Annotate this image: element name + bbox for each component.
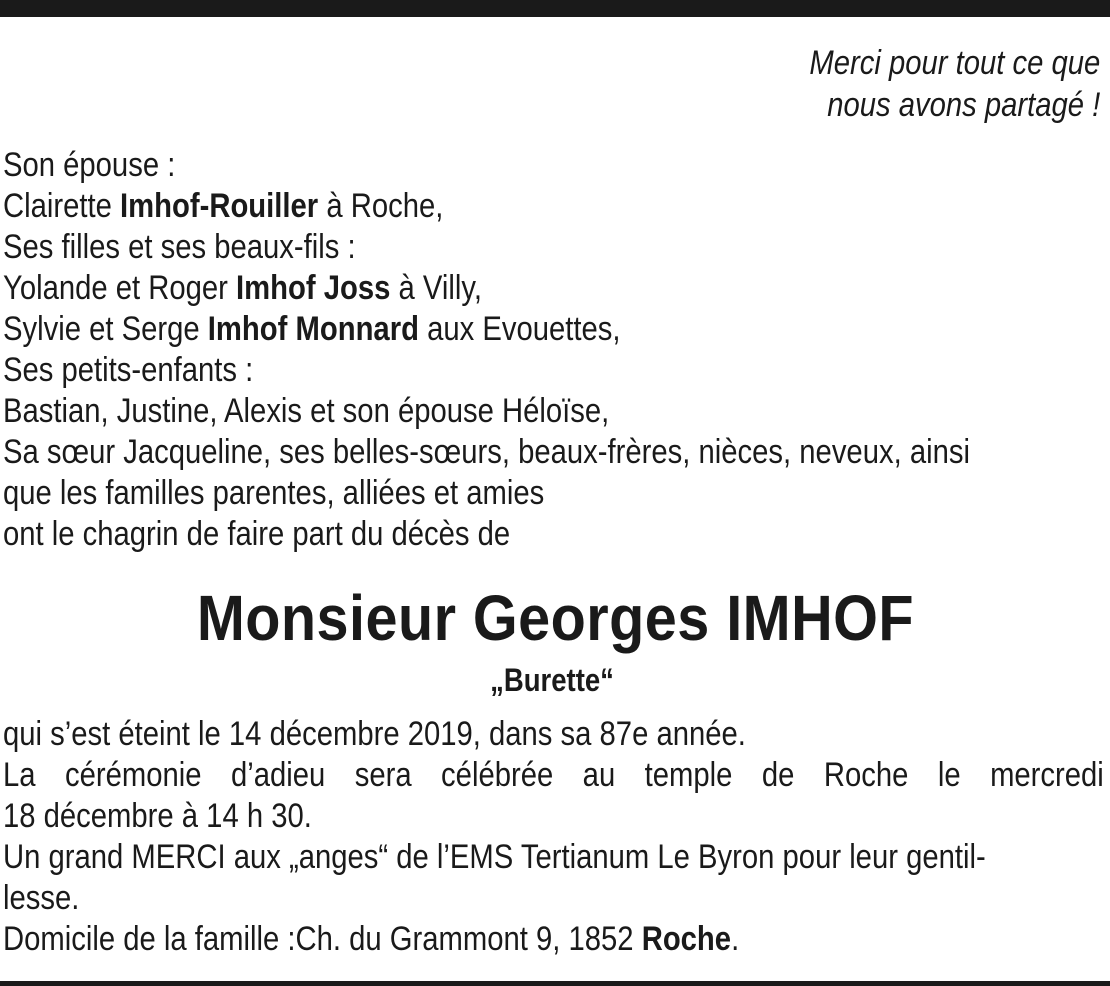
daughter-2-line bbox=[3, 309, 1095, 350]
grandchildren-heading: Ses petits-enfants : bbox=[3, 351, 254, 389]
opening-quote bbox=[809, 42, 1100, 126]
spouse-heading: Son épouse : bbox=[3, 146, 176, 184]
quote-line-2: nous avons partagé ! bbox=[826, 86, 1100, 124]
relatives-line-1: Sa sœur Jacqueline, ses belles-sœurs, beaux-frères, nièces, neveux, ainsi bbox=[3, 433, 970, 471]
family-list bbox=[3, 145, 1095, 555]
daughter-1-surname: Imhof Joss bbox=[236, 269, 391, 307]
daughter-1-place: à Villy, bbox=[398, 269, 482, 307]
ceremony-line-2: 18 décembre à 14 h 30. bbox=[3, 797, 312, 835]
daughter-2-first-names: Sylvie et Serge bbox=[3, 310, 200, 348]
announcement-line: ont le chagrin de faire part du décès de bbox=[3, 515, 511, 553]
grandchildren-names: Bastian, Justine, Alexis et son épouse Héloïse, bbox=[3, 392, 610, 430]
spouse-place: à Roche, bbox=[326, 187, 444, 225]
daughter-2-place: aux Evouettes, bbox=[427, 310, 621, 348]
domicile-town: Roche bbox=[641, 920, 732, 958]
thanks-line-1: Un grand MERCI aux „anges“ de l’EMS Tertianum Le Byron pour leur gentil- bbox=[3, 838, 986, 876]
domicile-address: Domicile de la famille :Ch. du Grammont 9, 1852 bbox=[3, 920, 634, 958]
spouse-first-name: Clairette bbox=[3, 187, 112, 225]
deceased-nickname-container bbox=[0, 660, 1104, 700]
domicile-line bbox=[3, 919, 1104, 960]
relatives-line-2: que les familles parentes, alliées et amies bbox=[3, 474, 545, 512]
spouse-surname: Imhof-Rouiller bbox=[120, 187, 319, 225]
daughters-heading: Ses filles et ses beaux-fils : bbox=[3, 228, 356, 266]
deceased-nickname: „Burette“ bbox=[490, 662, 614, 698]
daughter-1-line bbox=[3, 268, 1095, 309]
thanks-line-2: lesse. bbox=[3, 879, 80, 917]
spouse-line bbox=[3, 186, 1095, 227]
bottom-rule bbox=[0, 981, 1110, 986]
details-block bbox=[3, 714, 1104, 960]
deceased-name: Monsieur Georges IMHOF bbox=[196, 582, 914, 654]
passed-line: qui s’est éteint le 14 décembre 2019, dans sa 87e année. bbox=[3, 715, 746, 753]
ceremony-line-1: La cérémonie d’adieu sera célébrée au temple de Roche le mercredi bbox=[3, 756, 1104, 794]
top-rule bbox=[0, 0, 1110, 17]
deceased-name-container bbox=[0, 582, 1110, 654]
domicile-period: . bbox=[731, 920, 740, 958]
quote-line-1: Merci pour tout ce que bbox=[809, 44, 1100, 82]
daughter-1-first-names: Yolande et Roger bbox=[3, 269, 228, 307]
daughter-2-surname: Imhof Monnard bbox=[207, 310, 419, 348]
